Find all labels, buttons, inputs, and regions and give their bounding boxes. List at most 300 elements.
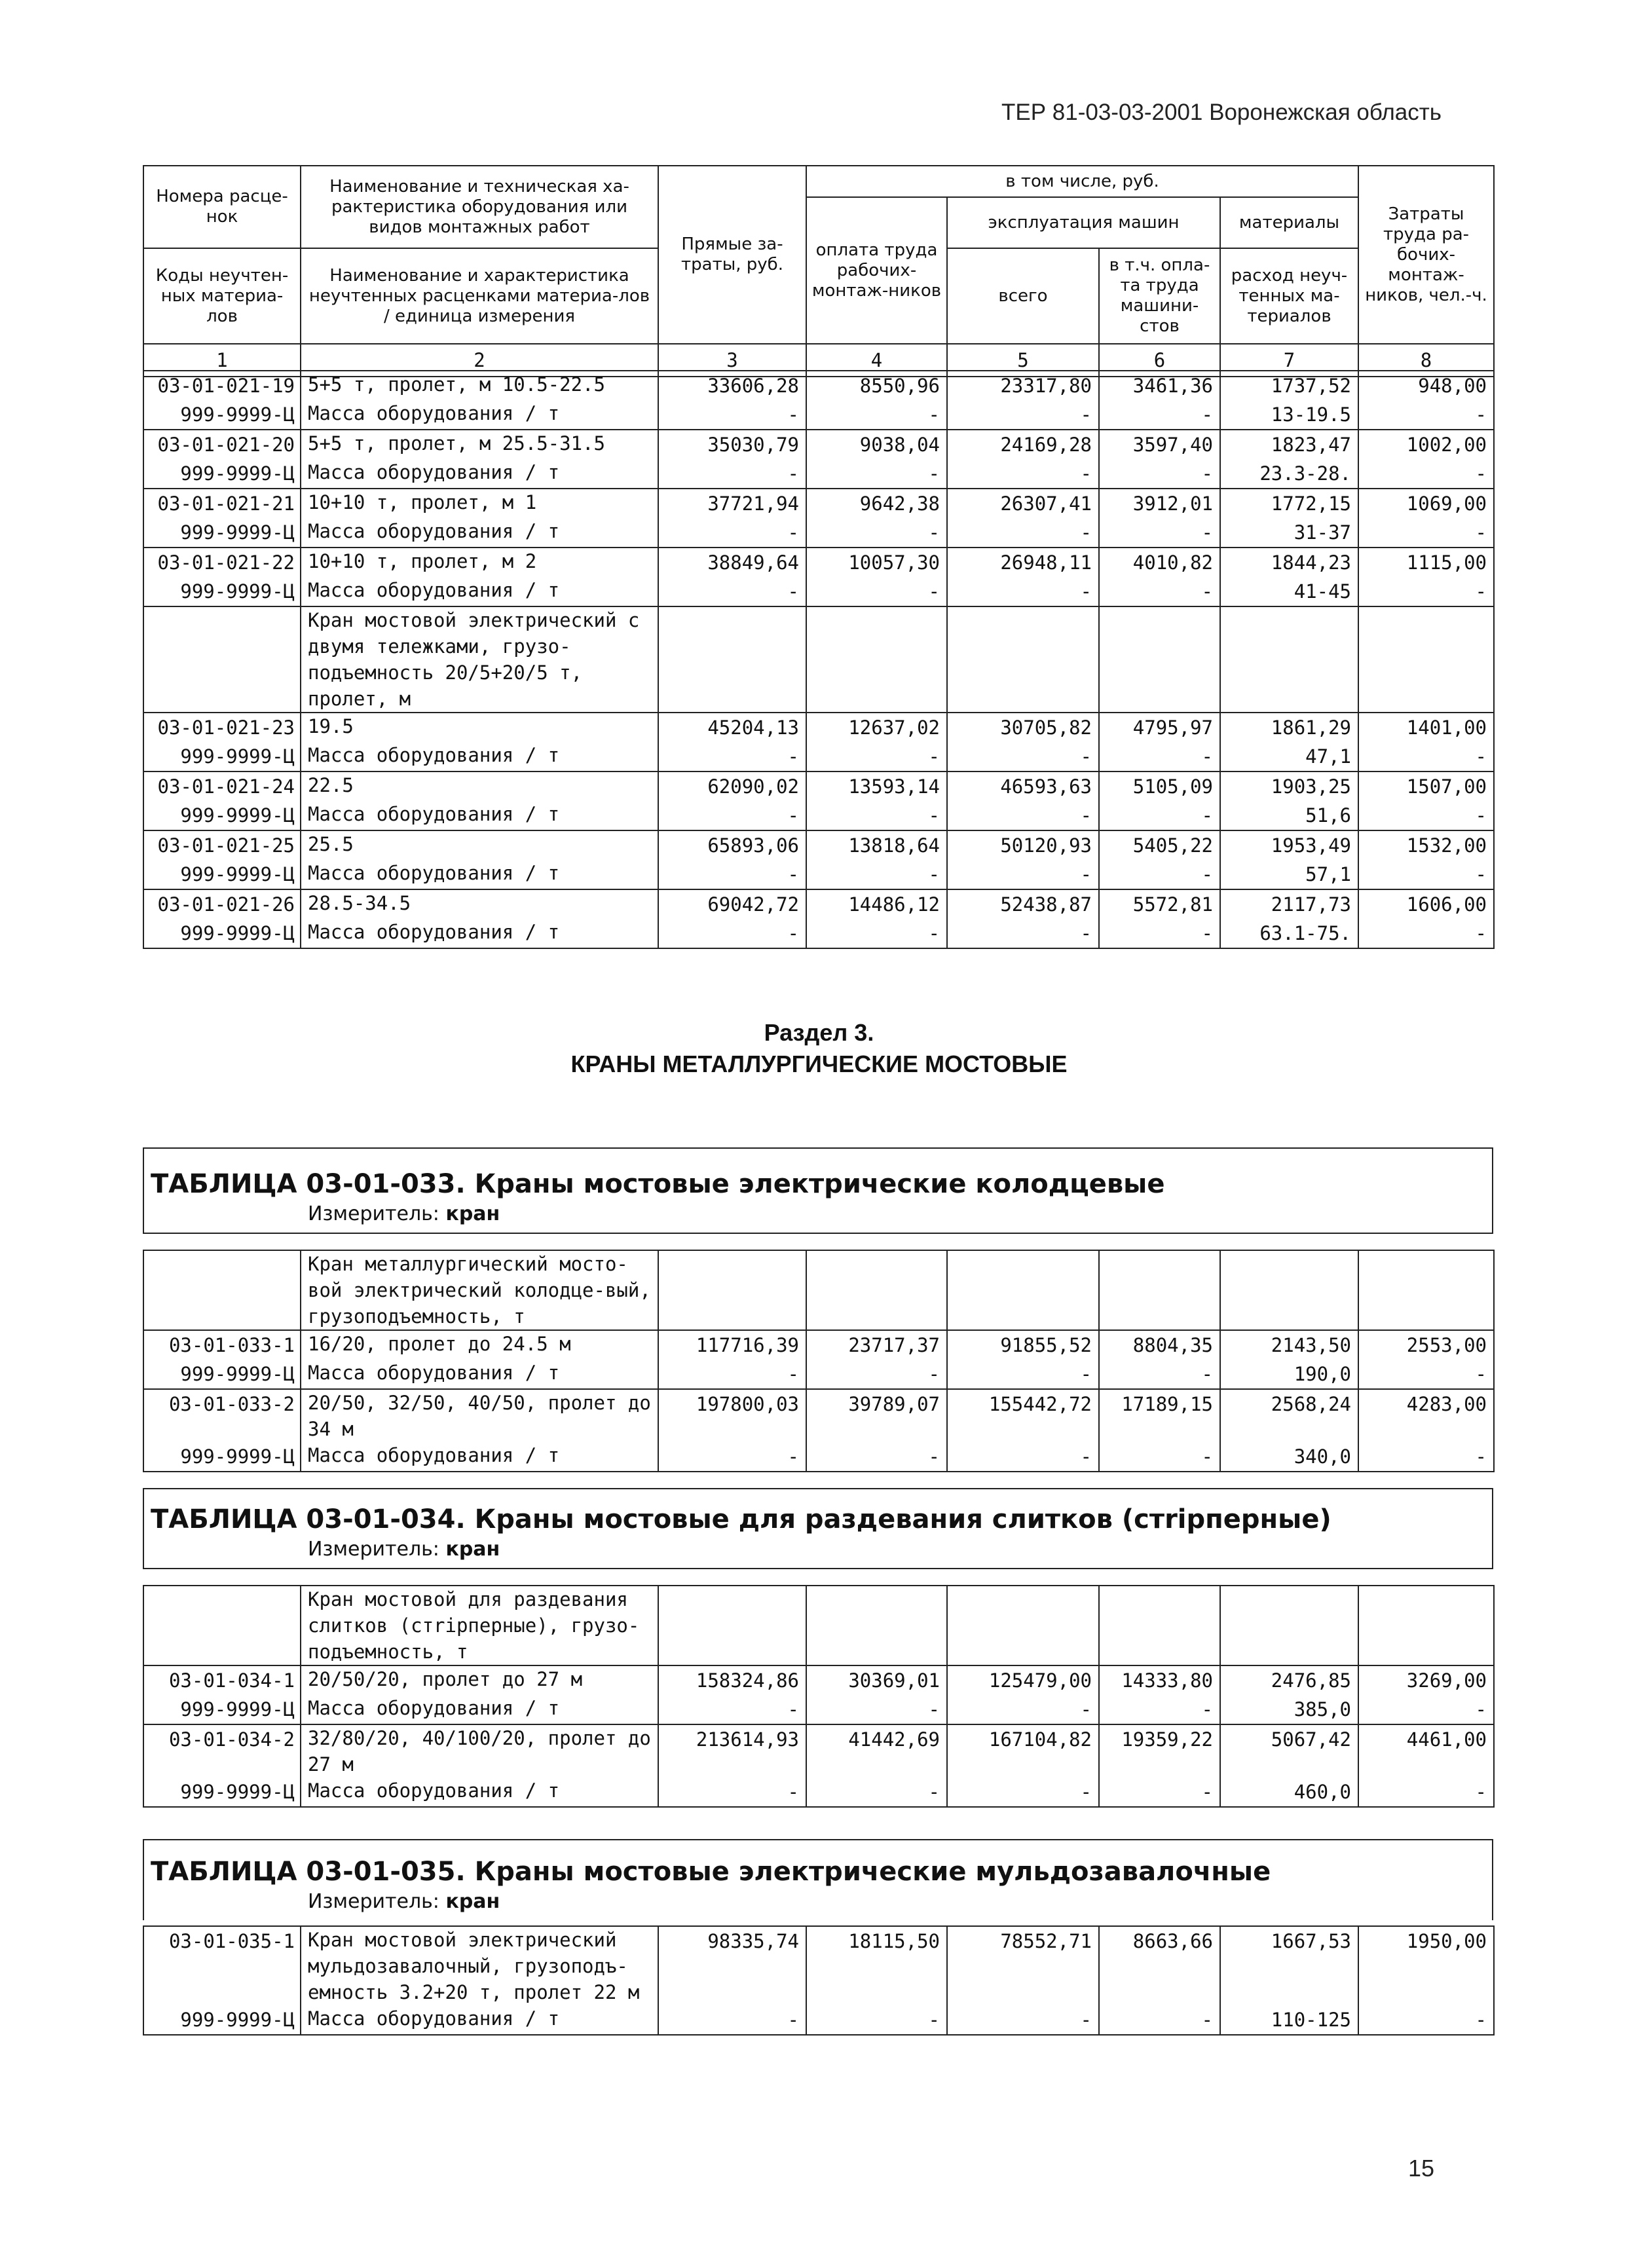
cell-description: 32/80/20, 40/100/20, пролет до 27 м [301,1724,658,1777]
cell-col-6: 5405,22 [1099,830,1220,860]
header-vsego: всего [947,248,1099,344]
colnum-7: 7 [1220,344,1358,377]
cell-col-8: - [1358,2005,1494,2035]
cell-col-8: 948,00 [1358,371,1494,400]
cell-col-7: 63.1-75. [1220,919,1358,948]
table-row [143,919,1494,948]
cell-col-4: 10057,30 [806,548,947,577]
cell-col-6: - [1099,919,1220,948]
table-row [143,1330,1494,1360]
cell-code: 03-01-021-24 [143,771,301,801]
cell-col-3: - [658,742,806,771]
cell-col-3: - [658,577,806,606]
cell-col-5: 26948,11 [947,548,1099,577]
table-row [143,1724,1494,1777]
table-row [143,889,1494,919]
cell-col-3 [658,606,806,713]
cell-code: 03-01-021-22 [143,548,301,577]
cell-col-4: 9642,38 [806,489,947,518]
table-row [143,430,1494,459]
table-row [143,771,1494,801]
cell-col-4: - [806,919,947,948]
cell-description: Кран мостовой электрический с двумя тележками, грузо-подъемность 20/5+20/5 т, пролет, м [301,606,658,713]
cell-col-5: - [947,2005,1099,2035]
cell-col-8: 1950,00 [1358,1926,1494,2005]
cell-description: Масса оборудования / т [301,1442,658,1472]
header-naim2: Наименование и характеристика неучтенных расценками материа-лов / единица измерения [301,248,658,344]
cell-code: 03-01-021-23 [143,713,301,742]
cell-col-8: - [1358,742,1494,771]
cell-description: Кран мостовой для раздевания слитков (стripперные), грузо-подъемность, т [301,1586,658,1665]
colnum-5: 5 [947,344,1099,377]
cell-code: 03-01-021-25 [143,830,301,860]
cell-col-3: 62090,02 [658,771,806,801]
cell-code [143,1250,301,1330]
cell-code [143,1586,301,1665]
cell-col-6: - [1099,1777,1220,1807]
header-pryamye: Прямые за-траты, руб. [658,166,806,344]
cell-col-6: - [1099,742,1220,771]
cell-description: Масса оборудования / т [301,1695,658,1724]
cell-code: 999-9999-Ц [143,1777,301,1807]
cell-code: 999-9999-Ц [143,919,301,948]
header-ekspl: эксплуатация машин [947,197,1220,248]
cell-description: Масса оборудования / т [301,577,658,606]
cell-col-7: 2117,73 [1220,889,1358,919]
cell-col-8: 1401,00 [1358,713,1494,742]
cell-col-3: 69042,72 [658,889,806,919]
cell-col-8: 1115,00 [1358,548,1494,577]
cell-col-5: 26307,41 [947,489,1099,518]
table-row [143,400,1494,430]
cell-col-3: - [658,459,806,489]
cell-col-3: - [658,1777,806,1807]
cell-col-5 [947,1250,1099,1330]
table-row [143,518,1494,548]
cell-col-4: - [806,742,947,771]
table-row [143,2005,1494,2035]
table-row [143,1360,1494,1389]
price-table-034 [143,1585,1495,1808]
cell-col-6: 4795,97 [1099,713,1220,742]
cell-col-5: - [947,919,1099,948]
cell-col-4: - [806,1777,947,1807]
cell-description: Масса оборудования / т [301,1360,658,1389]
cell-col-4: 8550,96 [806,371,947,400]
table-row [143,1442,1494,1472]
table-03-01-033 [143,1147,1493,1234]
cell-col-4: - [806,1360,947,1389]
colnum-4: 4 [806,344,947,377]
cell-col-7: 47,1 [1220,742,1358,771]
cell-col-6: 3597,40 [1099,430,1220,459]
cell-col-7: 1737,52 [1220,371,1358,400]
cell-code: 03-01-021-21 [143,489,301,518]
cell-col-8: 4461,00 [1358,1724,1494,1777]
cell-col-6: 17189,15 [1099,1389,1220,1442]
cell-description: 25.5 [301,830,658,860]
cell-col-8: 1002,00 [1358,430,1494,459]
cell-description: 19.5 [301,713,658,742]
section-title: КРАНЫ МЕТАЛЛУРГИЧЕСКИЕ МОСТОВЫЕ [570,1050,1068,1077]
cell-description: 10+10 т, пролет, м 2 [301,548,658,577]
cell-col-6: - [1099,400,1220,430]
table-title: ТАБЛИЦА 03-01-035. Краны мостовые электрические мульдозавалочные [151,1857,1271,1887]
cell-col-3: - [658,1360,806,1389]
cell-description: Масса оборудования / т [301,400,658,430]
cell-description: 10+10 т, пролет, м 1 [301,489,658,518]
cell-col-5: - [947,1360,1099,1389]
cell-col-6: - [1099,577,1220,606]
cell-col-8: 4283,00 [1358,1389,1494,1442]
cell-col-4: 30369,01 [806,1665,947,1695]
cell-col-7: 5067,42 [1220,1724,1358,1777]
cell-col-8 [1358,1586,1494,1665]
cell-col-8: - [1358,1360,1494,1389]
colnum-8: 8 [1358,344,1494,377]
cell-col-3: 197800,03 [658,1389,806,1442]
cell-col-6: - [1099,2005,1220,2035]
cell-col-8: - [1358,518,1494,548]
header-kody: Коды неучтен-ных материа-лов [143,248,301,344]
colnum-3: 3 [658,344,806,377]
cell-col-3: 38849,64 [658,548,806,577]
price-table-035 [143,1925,1495,2036]
cell-col-6: - [1099,1442,1220,1472]
cell-col-5 [947,1586,1099,1665]
cell-col-4: 14486,12 [806,889,947,919]
cell-col-8: - [1358,1777,1494,1807]
page-header: ТЕР 81-03-03-2001 Воронежская область [1001,100,1442,125]
header-vtch: в т.ч. опла-та труда машини-стов [1099,248,1220,344]
cell-code: 03-01-034-2 [143,1724,301,1777]
cell-col-7 [1220,1586,1358,1665]
cell-col-8: - [1358,919,1494,948]
cell-col-7: 2476,85 [1220,1665,1358,1695]
table-title: ТАБЛИЦА 03-01-034. Краны мостовые для раздевания слитков (стripперные) [151,1504,1331,1534]
cell-code: 999-9999-Ц [143,742,301,771]
cell-code: 03-01-021-20 [143,430,301,459]
table-title: ТАБЛИЦА 03-01-033. Краны мостовые электрические колодцевые [151,1169,1165,1199]
cell-col-8: 1606,00 [1358,889,1494,919]
table-row [143,830,1494,860]
cell-col-3: 98335,74 [658,1926,806,2005]
cell-col-5: 52438,87 [947,889,1099,919]
cell-col-4: 41442,69 [806,1724,947,1777]
cell-description: Масса оборудования / т [301,801,658,830]
table-row [143,1389,1494,1442]
cell-col-6: - [1099,518,1220,548]
table-row [143,1695,1494,1724]
cell-col-7: 460,0 [1220,1777,1358,1807]
cell-col-6 [1099,1586,1220,1665]
cell-col-4: - [806,577,947,606]
table-row [143,713,1494,742]
cell-col-7: 2568,24 [1220,1389,1358,1442]
table-row [143,860,1494,889]
cell-col-8: - [1358,1695,1494,1724]
cell-col-6 [1099,606,1220,713]
table-row [143,489,1494,518]
cell-col-7: 23.3-28. [1220,459,1358,489]
cell-code: 03-01-021-26 [143,889,301,919]
cell-description: Кран мостовой электрический мульдозавалочный, грузоподъ-емность 3.2+20 т, пролет 22 м [301,1926,658,2005]
cell-col-5: 23317,80 [947,371,1099,400]
cell-col-4: 13593,14 [806,771,947,801]
table-row [143,1926,1494,2005]
header-oplata: оплата труда рабочих-монтаж-ников [806,197,947,344]
cell-col-7: 340,0 [1220,1442,1358,1472]
cell-col-8: - [1358,860,1494,889]
cell-col-4: - [806,400,947,430]
cell-col-8: - [1358,400,1494,430]
cell-col-7: 1667,53 [1220,1926,1358,2005]
cell-code: 999-9999-Ц [143,2005,301,2035]
cell-col-6: 14333,80 [1099,1665,1220,1695]
cell-col-7 [1220,1250,1358,1330]
cell-code: 999-9999-Ц [143,860,301,889]
cell-col-4: - [806,1695,947,1724]
cell-code: 999-9999-Ц [143,518,301,548]
cell-col-7 [1220,606,1358,713]
colnum-1: 1 [143,344,301,377]
cell-col-5: 30705,82 [947,713,1099,742]
cell-code [143,606,301,713]
table-row [143,1586,1494,1665]
cell-col-5 [947,606,1099,713]
table-unit: Измеритель: кран [308,1538,500,1561]
cell-col-6: - [1099,1695,1220,1724]
cell-col-3 [658,1586,806,1665]
cell-description: Кран металлургический мосто-вой электрический колодце-вый, грузоподъемность, т [301,1250,658,1330]
cell-col-5: 91855,52 [947,1330,1099,1360]
cell-code: 03-01-021-19 [143,371,301,400]
table-unit: Измеритель: кран [308,1202,500,1225]
cell-col-7: 13-19.5 [1220,400,1358,430]
cell-col-6 [1099,1250,1220,1330]
cell-col-7: 385,0 [1220,1695,1358,1724]
table-row [143,1250,1494,1330]
price-table-021 [143,370,1495,949]
cell-code: 999-9999-Ц [143,801,301,830]
header-naim: Наименование и техническая ха-рактеристика оборудования или видов монтажных работ [301,166,658,248]
table-row [143,1665,1494,1695]
cell-col-8 [1358,606,1494,713]
cell-col-7: 51,6 [1220,801,1358,830]
cell-col-5: 155442,72 [947,1389,1099,1442]
cell-description: Масса оборудования / т [301,2005,658,2035]
cell-col-8 [1358,1250,1494,1330]
table-row [143,606,1494,713]
header-nomera: Номера расце-нок [143,166,301,248]
cell-col-7: 2143,50 [1220,1330,1358,1360]
cell-code: 03-01-035-1 [143,1926,301,2005]
cell-col-5: 78552,71 [947,1926,1099,2005]
cell-col-7: 31-37 [1220,518,1358,548]
table-unit: Измеритель: кран [308,1890,500,1913]
cell-description: 5+5 т, пролет, м 10.5-22.5 [301,371,658,400]
header-materialy: материалы [1220,197,1358,248]
cell-code: 999-9999-Ц [143,1695,301,1724]
cell-col-7: 1953,49 [1220,830,1358,860]
cell-col-7: 57,1 [1220,860,1358,889]
cell-col-4: - [806,459,947,489]
table-row [143,371,1494,400]
price-table-033 [143,1250,1495,1472]
cell-description: Масса оборудования / т [301,1777,658,1807]
cell-col-3: - [658,1442,806,1472]
cell-col-3: 65893,06 [658,830,806,860]
cell-col-6: 8804,35 [1099,1330,1220,1360]
cell-col-8: 1069,00 [1358,489,1494,518]
cell-col-3: 158324,86 [658,1665,806,1695]
cell-description: 28.5-34.5 [301,889,658,919]
cell-code: 999-9999-Ц [143,1442,301,1472]
cell-col-7: 1861,29 [1220,713,1358,742]
cell-col-5: - [947,1695,1099,1724]
cell-description: 5+5 т, пролет, м 25.5-31.5 [301,430,658,459]
cell-col-8: - [1358,577,1494,606]
cell-col-7: 190,0 [1220,1360,1358,1389]
cell-col-4: - [806,801,947,830]
cell-col-6: 19359,22 [1099,1724,1220,1777]
section-number: Раздел 3. [764,1019,874,1046]
cell-col-6: - [1099,801,1220,830]
cell-col-5: - [947,801,1099,830]
cell-col-7: 41-45 [1220,577,1358,606]
table-row [143,459,1494,489]
cell-col-3 [658,1250,806,1330]
cell-col-6: 5572,81 [1099,889,1220,919]
cell-col-6: 5105,09 [1099,771,1220,801]
cell-col-3: 33606,28 [658,371,806,400]
cell-code: 999-9999-Ц [143,577,301,606]
cell-col-8: - [1358,459,1494,489]
cell-col-3: 35030,79 [658,430,806,459]
cell-col-4: 18115,50 [806,1926,947,2005]
cell-col-4: 9038,04 [806,430,947,459]
cell-code: 03-01-034-1 [143,1665,301,1695]
cell-description: 16/20, пролет до 24.5 м [301,1330,658,1360]
table-row [143,1777,1494,1807]
cell-col-5: - [947,742,1099,771]
cell-col-4 [806,1586,947,1665]
cell-col-6: - [1099,860,1220,889]
cell-col-8: 2553,00 [1358,1330,1494,1360]
cell-code: 999-9999-Ц [143,1360,301,1389]
cell-col-5: 167104,82 [947,1724,1099,1777]
cell-col-4 [806,1250,947,1330]
cell-col-4: - [806,1442,947,1472]
cell-col-3: 45204,13 [658,713,806,742]
cell-col-3: - [658,860,806,889]
cell-col-3: 213614,93 [658,1724,806,1777]
cell-col-7: 1903,25 [1220,771,1358,801]
cell-description: Масса оборудования / т [301,742,658,771]
table-03-01-034 [143,1488,1493,1569]
cell-col-6: 8663,66 [1099,1926,1220,2005]
cell-col-8: 1507,00 [1358,771,1494,801]
cell-description: Масса оборудования / т [301,919,658,948]
cell-code: 03-01-033-1 [143,1330,301,1360]
cell-col-5: - [947,1777,1099,1807]
cell-col-6: - [1099,459,1220,489]
cell-description: Масса оборудования / т [301,459,658,489]
cell-col-3: - [658,400,806,430]
table-row [143,577,1494,606]
table-row [143,801,1494,830]
cell-col-6: 4010,82 [1099,548,1220,577]
cell-col-3: - [658,1695,806,1724]
cell-col-5: 125479,00 [947,1665,1099,1695]
table-03-01-035 [143,1839,1493,1920]
cell-col-5: - [947,860,1099,889]
cell-col-4 [806,606,947,713]
cell-description: Масса оборудования / т [301,518,658,548]
cell-description: Масса оборудования / т [301,860,658,889]
cell-col-5: - [947,577,1099,606]
cell-col-6: 3461,36 [1099,371,1220,400]
page-number: 15 [1408,2155,1435,2182]
header-raskhod: расход неуч-тенных ма-териалов [1220,248,1358,344]
colnum-2: 2 [301,344,658,377]
cell-col-4: 39789,07 [806,1389,947,1442]
cell-col-4: - [806,2005,947,2035]
cell-col-5: - [947,459,1099,489]
cell-col-5: - [947,518,1099,548]
cell-col-7: 110-125 [1220,2005,1358,2035]
cell-col-5: - [947,1442,1099,1472]
cell-col-8: - [1358,801,1494,830]
cell-col-6: 3912,01 [1099,489,1220,518]
header-zatraty: Затраты труда ра-бочих-монтаж-ников, чел.-ч. [1358,166,1494,344]
cell-col-4: 12637,02 [806,713,947,742]
cell-col-3: 37721,94 [658,489,806,518]
cell-col-6: - [1099,1360,1220,1389]
cell-col-3: - [658,801,806,830]
colnum-6: 6 [1099,344,1220,377]
header-v-tom-chisle: в том числе, руб. [806,166,1358,197]
cell-col-5: - [947,400,1099,430]
cell-col-5: 50120,93 [947,830,1099,860]
cell-col-7: 1844,23 [1220,548,1358,577]
cell-code: 999-9999-Ц [143,400,301,430]
cell-col-3: 117716,39 [658,1330,806,1360]
cell-description: 22.5 [301,771,658,801]
table-row [143,548,1494,577]
cell-col-3: - [658,919,806,948]
cell-col-8: - [1358,1442,1494,1472]
cell-description: 20/50/20, пролет до 27 м [301,1665,658,1695]
cell-col-8: 3269,00 [1358,1665,1494,1695]
cell-col-5: 46593,63 [947,771,1099,801]
cell-description: 20/50, 32/50, 40/50, пролет до 34 м [301,1389,658,1442]
table-row [143,742,1494,771]
cell-col-8: 1532,00 [1358,830,1494,860]
cell-col-3: - [658,518,806,548]
cell-col-3: - [658,2005,806,2035]
cell-col-4: - [806,860,947,889]
column-header-table [143,165,1495,377]
cell-col-7: 1772,15 [1220,489,1358,518]
cell-col-7: 1823,47 [1220,430,1358,459]
cell-code: 03-01-033-2 [143,1389,301,1442]
cell-col-5: 24169,28 [947,430,1099,459]
cell-col-4: 23717,37 [806,1330,947,1360]
cell-col-4: 13818,64 [806,830,947,860]
cell-code: 999-9999-Ц [143,459,301,489]
cell-col-4: - [806,518,947,548]
